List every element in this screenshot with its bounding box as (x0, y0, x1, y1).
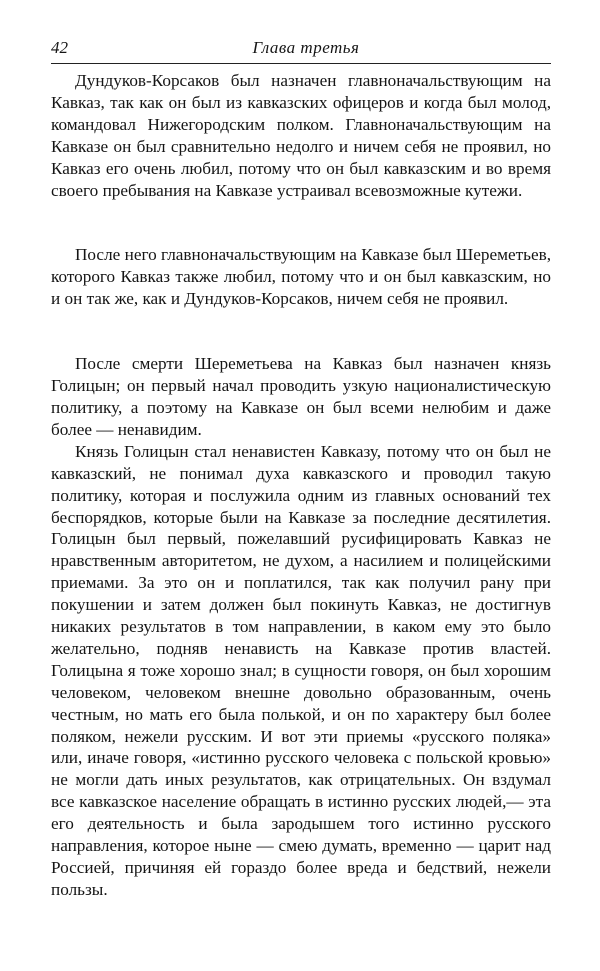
paragraph-golitsyn-policy: Князь Голицын стал ненавистен Кавказу, потому что он был не кавказский, не понимал духа кавказского и проводил такую политику, которая и послужила одним из главных оснований тех беспорядков, которые были на Кавказе за последние десятилетия. Голицын был первый, пожелавший русифицировать Кавказ не нравственным авторитетом, не духом, а насилием и полицейскими приемами. За это он и поплатился, так как получил рану при покушении и затем должен был покинуть Кавказ, не достигнув никаких результатов в том направлении, в каком ему это было желательно, подняв ненависть на Кавказе против властей. Голицына я тоже хорошо знал; в сущности говоря, он был хорошим человеком, человеком внешне довольно образованным, очень честным, но мать его была полькой, и он по характеру был более поляком, нежели русским. И вот эти приемы «русского поляка» или, иначе говоря, «истинно русского человека с польской кровью» не могли дать иных результатов, как отрицательных. Он вздумал все кавказское население обращать в истинно русских людей,— эта его деятельность и была зародышем того истинно русского направления, которое ныне — смею думать, временно — царит над Россией, причиняя ей гораздо более вреда и бедствий, нежели пользы. (51, 441, 551, 899)
header-rule (51, 63, 551, 64)
paragraph-golitsyn-appointment: После смерти Шереметьева на Кавказ был назначен князь Голицын; он первый начал проводить узкую националистическую политику, а поэтому на Кавказе он был всеми нелюбим и даже более — ненавидим. (51, 354, 551, 439)
running-head: Глава третья (252, 38, 360, 57)
paragraph-dundukov: Дундуков-Корсаков был назначен главноначальствующим на Кавказ, так как он был из кавказских офицеров и когда был молод, командовал Нижегородским полком. Главноначальствующим на Кавказе он был сравнительно недолго и ничем себя не проявил, но Кавказ его очень любил, потому что он был кавказским и во время своего пребывания на Кавказе устраивал всевозможные кутежи. (51, 71, 551, 200)
body-text (51, 70, 551, 901)
page-number: 42 (51, 38, 68, 57)
paragraph-sheremetev: После него главноначальствующим на Кавказе был Шереметьев, которого Кавказ также любил, потому что и он был кавказским, но и он так же, как и Дундуков-Корсаков, ничем себя не проявил. (51, 245, 551, 309)
